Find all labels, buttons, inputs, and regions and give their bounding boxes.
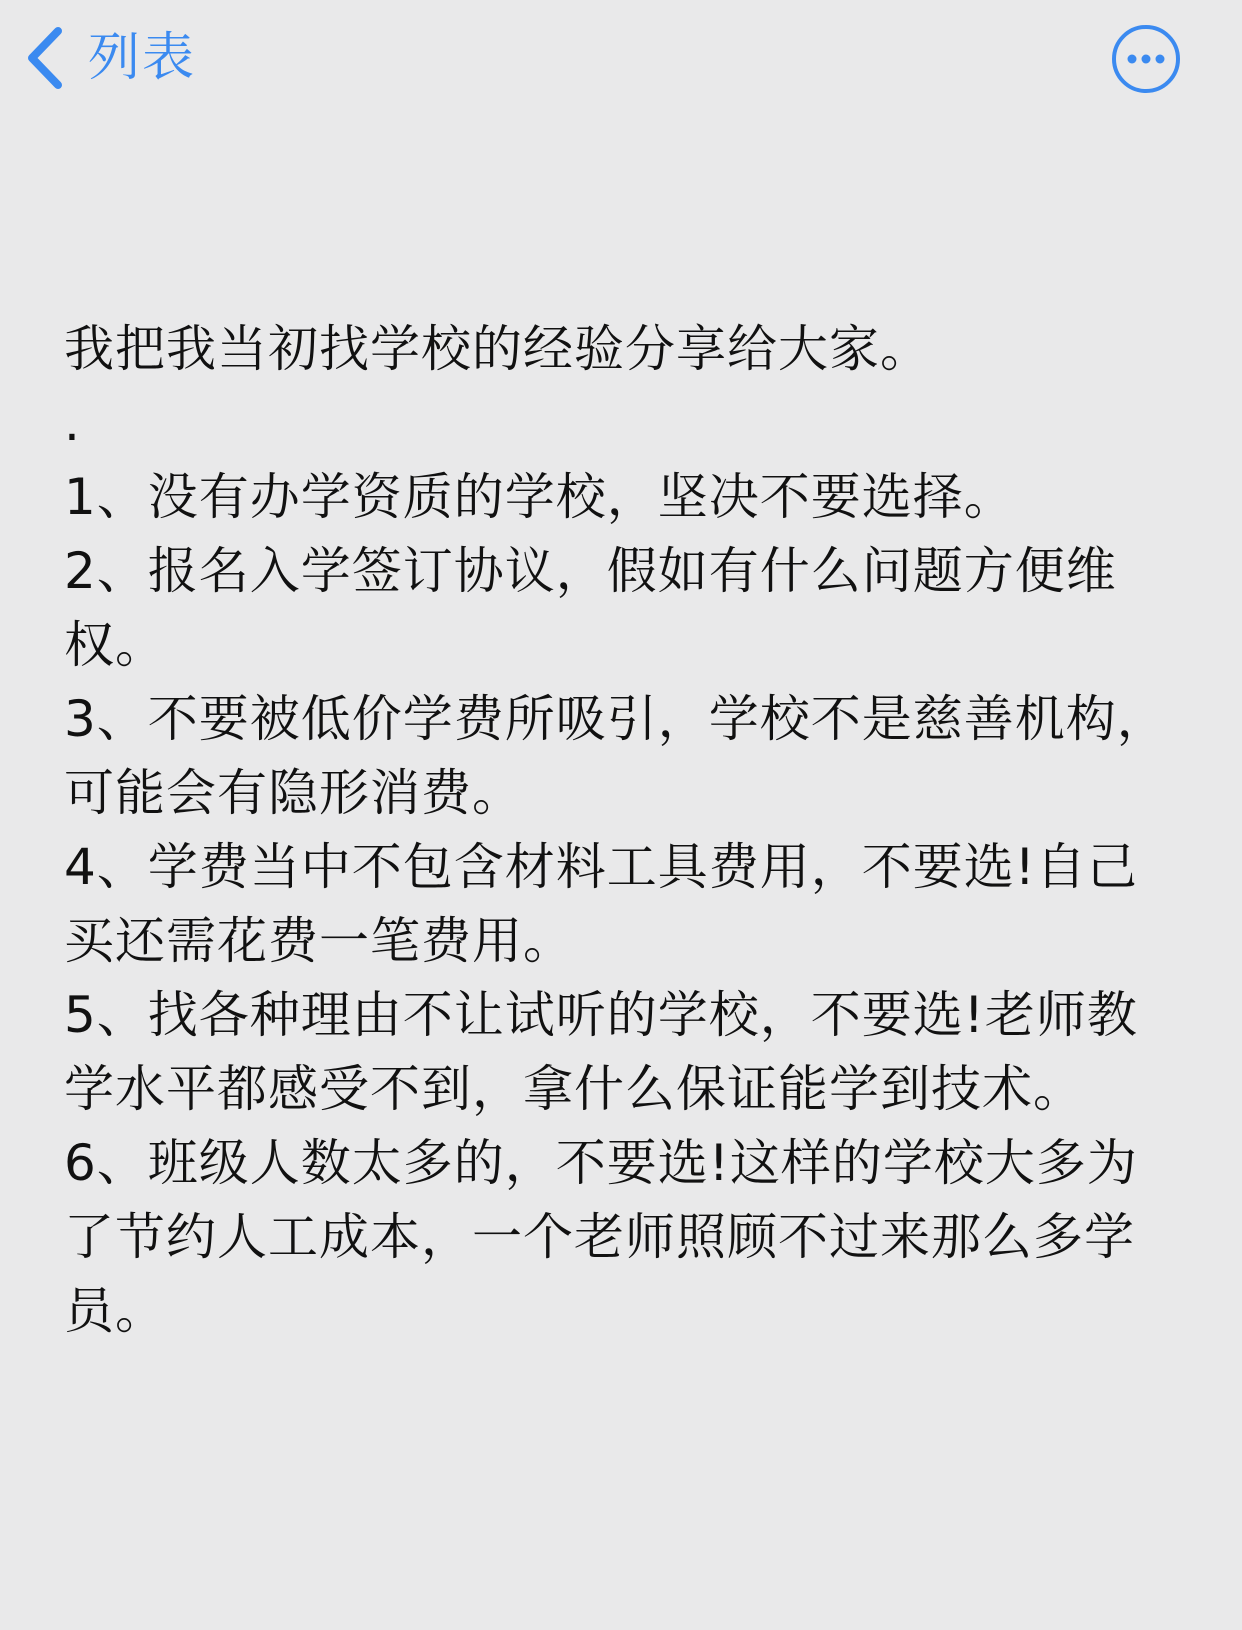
chevron-left-icon <box>22 23 66 93</box>
note-item-4: 4、学费当中不包含材料工具费用，不要选!自己买还需花费一笔费用。 <box>64 838 1138 970</box>
note-content[interactable] <box>64 312 1178 1348</box>
note-item-3: 3、不要被低价学费所吸引，学校不是慈善机构，可能会有隐形消费。 <box>64 690 1168 822</box>
navigation-bar <box>0 0 1242 120</box>
back-button[interactable] <box>22 20 196 96</box>
note-item-1: 1、没有办学资质的学校，坚决不要选择。 <box>64 468 1015 526</box>
note-item-5: 5、找各种理由不让试听的学校，不要选!老师教学水平都感受不到，拿什么保证能学到技术。 <box>64 986 1138 1118</box>
note-item-6: 6、班级人数太多的，不要选!这样的学校大多为了节约人工成本，一个老师照顾不过来那么多学员。 <box>64 1134 1138 1340</box>
more-options-button[interactable] <box>1111 24 1181 94</box>
note-intro: 我把我当初找学校的经验分享给大家。 <box>64 320 931 378</box>
back-label: 列表 <box>88 28 197 88</box>
note-separator: . <box>64 394 81 452</box>
ellipsis-circle-icon <box>1111 24 1181 94</box>
note-item-2: 2、报名入学签订协议，假如有什么问题方便维权。 <box>64 542 1117 674</box>
